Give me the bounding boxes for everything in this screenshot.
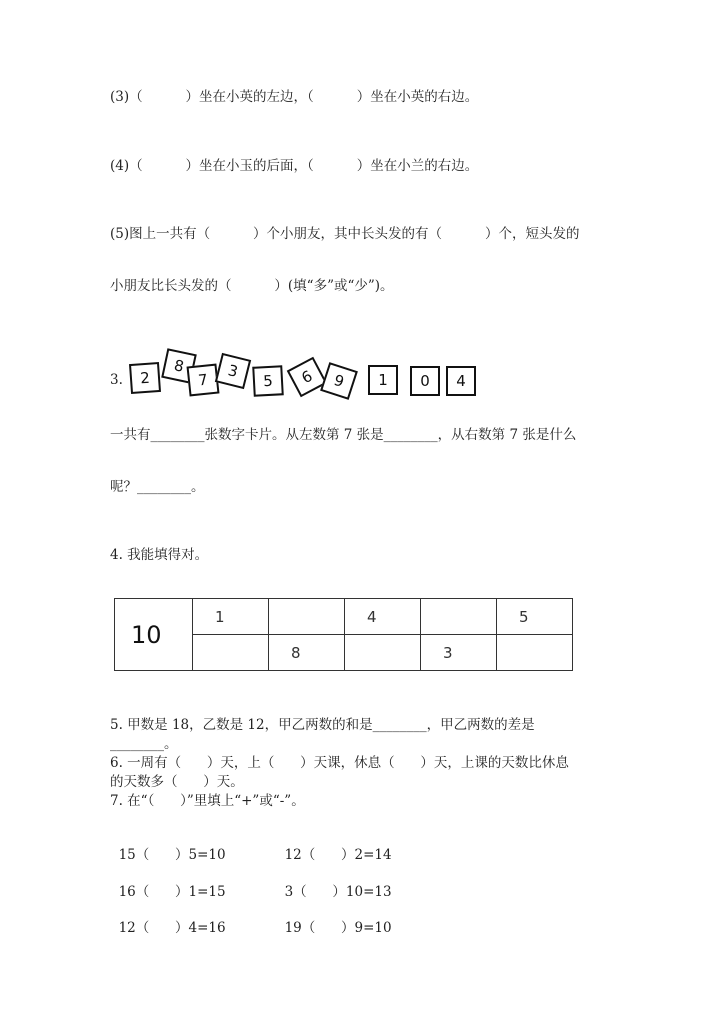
section-4-title: 4. 我能填得对。 [110, 547, 209, 563]
number-card: 4 [446, 366, 476, 396]
table-cell: 1 [193, 599, 269, 635]
equation: 12（ ）2=14 [284, 847, 392, 863]
section-3-label: 3. [110, 372, 123, 388]
number-card: 7 [187, 364, 220, 397]
section-6-text-line2: 的天数多（ ）天。 [110, 774, 244, 790]
big-number-cell: 10 [115, 599, 193, 671]
section-5-text-line2: ________。 [110, 736, 178, 752]
table-cell: 3 [421, 635, 497, 671]
number-card: 1 [368, 365, 398, 395]
table-cell: 5 [497, 599, 573, 635]
number-decomposition-table [114, 598, 573, 671]
number-cards-figure [110, 346, 490, 408]
question-4-text: (4)（ ）坐在小玉的后面，（ ）坐在小兰的右边。 [110, 158, 479, 174]
question-5-text-line2: 小朋友比长头发的（ ）(填“多”或“少”)。 [110, 278, 394, 294]
equation: 12（ ）4=16 [118, 920, 226, 936]
table-cell [269, 599, 345, 635]
table-cell [421, 599, 497, 635]
table-cell: 8 [269, 635, 345, 671]
table-cell: 4 [345, 599, 421, 635]
equation-row [110, 864, 392, 900]
equation: 3（ ）10=13 [284, 884, 392, 900]
number-card: 2 [129, 362, 161, 394]
question-5-text-line1: (5)图上一共有（ ）个小朋友，其中长头发的有（ ）个，短头发的 [110, 226, 580, 242]
number-card: 5 [252, 365, 284, 397]
equation-row [110, 827, 392, 863]
equation: 15（ ）5=10 [118, 847, 226, 863]
section-3-text-line2: 呢？________。 [110, 479, 205, 495]
section-5-text-line1: 5. 甲数是 18，乙数是 12，甲乙两数的和是________，甲乙两数的差是 [110, 717, 535, 733]
table-cell [193, 635, 269, 671]
table-cell [345, 635, 421, 671]
equation: 16（ ）1=15 [118, 884, 226, 900]
equation: 19（ ）9=10 [284, 920, 392, 936]
section-7-title: 7. 在“（ ）”里填上“+”或“-”。 [110, 793, 305, 809]
section-6-text-line1: 6. 一周有（ ）天，上（ ）天课，休息（ ）天，上课的天数比休息 [110, 755, 569, 771]
number-card: 0 [410, 366, 440, 396]
section-3-text-line1: 一共有________张数字卡片。从左数第 7 张是________，从右数第 7 张是什么 [110, 427, 577, 443]
question-3-text: (3)（ ）坐在小英的左边，（ ）坐在小英的右边。 [110, 89, 479, 105]
equation-row [110, 900, 392, 936]
table-cell [497, 635, 573, 671]
number-card: 3 [215, 353, 251, 389]
number-card: 6 [287, 357, 328, 398]
number-card: 8 [161, 348, 197, 384]
number-card: 9 [320, 362, 358, 400]
